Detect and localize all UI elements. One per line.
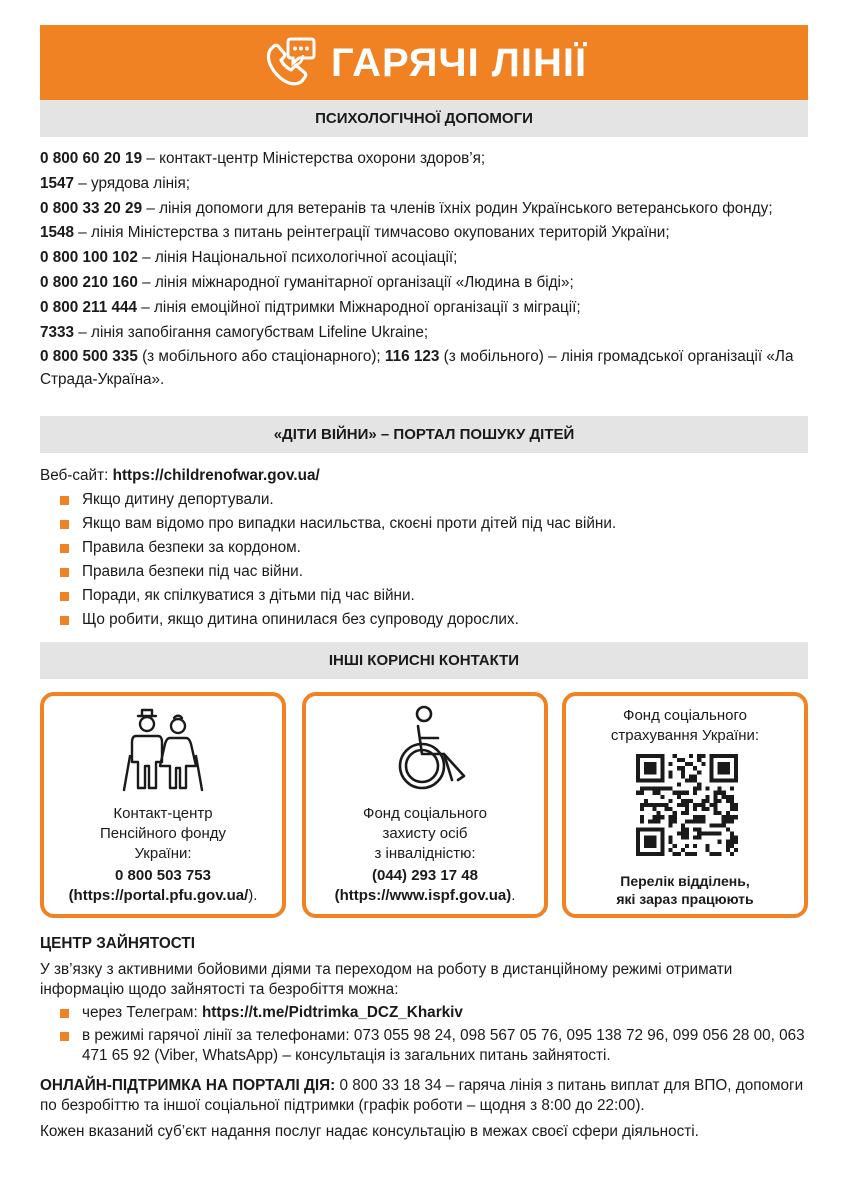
qr-code-icon[interactable] bbox=[636, 754, 738, 856]
bullet-square-icon bbox=[60, 496, 69, 505]
bullet-square-icon bbox=[60, 1009, 69, 1018]
card-text: Фонд соціального bbox=[363, 805, 487, 822]
hotline-item bbox=[40, 222, 808, 244]
card-phone: 0 800 503 753 bbox=[115, 867, 211, 884]
qr-caption: які зараз працюють bbox=[616, 891, 754, 907]
hotline-item bbox=[40, 247, 808, 269]
card-text: з інвалідністю: bbox=[374, 845, 476, 862]
card-punct: ). bbox=[248, 887, 258, 904]
hotline-item bbox=[40, 272, 808, 294]
hotline-description: – лінія запобігання самогубствам Lifeline Ukraine; bbox=[74, 323, 429, 341]
list-item-text: Що робити, якщо дитина опинилася без супроводу дорослих. bbox=[82, 611, 519, 628]
employment-title: ЦЕНТР ЗАЙНЯТОСТІ bbox=[40, 935, 196, 952]
hotline-item bbox=[40, 297, 808, 319]
section-heading-psych: ПСИХОЛОГІЧНОЇ ДОПОМОГИ bbox=[40, 100, 808, 137]
hotline-list bbox=[40, 148, 808, 393]
card-text: Пенсійного фонду bbox=[99, 825, 227, 842]
list-item bbox=[60, 536, 808, 560]
card-text: Контакт-центр bbox=[113, 805, 213, 822]
hotline-description: – лінія допомоги для ветеранів та членів їхніх родин Українського ветеранського фонду; bbox=[142, 199, 773, 217]
list-item-text: Поради, як спілкуватися з дітьми під час війни. bbox=[82, 587, 415, 604]
hotline-number: 116 123 bbox=[384, 348, 440, 366]
children-portal bbox=[40, 464, 808, 632]
hotline-number: 0 800 100 102 bbox=[40, 249, 138, 267]
online-support-text: 0 800 33 18 34 – гаряча лінія з питань виплат для ВПО, допомоги по безробіттю та іншої соціальної підтримки (графік роботи – щодня з 8:00 до 22:00). bbox=[40, 1077, 804, 1114]
list-item bbox=[60, 584, 808, 608]
hotline-item bbox=[40, 198, 808, 220]
card-disability-fund bbox=[302, 692, 548, 918]
list-item-text: Правила безпеки під час війни. bbox=[82, 563, 303, 580]
hotline-number: 1547 bbox=[40, 174, 75, 192]
list-item-text: в режимі гарячої лінії за телефонами: 073 055 98 24, 098 567 05 76, 095 138 72 96, 099 056 28 00, 063 471 65 92 (Viber, WhatsApp) – консультація із загальних питань зайнятості. bbox=[82, 1027, 805, 1064]
portal-site bbox=[40, 464, 808, 488]
hotline-number: 0 800 500 335 bbox=[40, 348, 138, 366]
hotline-number: 0 800 33 20 29 bbox=[40, 199, 143, 217]
hotline-description: – контакт-центр Міністерства охорони здоров’я; bbox=[142, 150, 486, 167]
footer-note: Кожен вказаний суб’єкт надання послуг надає консультацію в межах своєї сфери діяльності. bbox=[40, 1123, 699, 1140]
online-support-label: ОНЛАЙН-ПІДТРИМКА НА ПОРТАЛІ ДІЯ: bbox=[40, 1077, 336, 1094]
hotline-item bbox=[40, 322, 808, 344]
employment-intro: У зв’язку з активними бойовими діями та переходом на роботу в дистанційному режимі отримати інформацію щодо зайнятості та безробіття можна: bbox=[40, 961, 733, 998]
list-item bbox=[60, 1026, 810, 1066]
online-support bbox=[40, 1076, 810, 1116]
hotline-item bbox=[40, 173, 808, 195]
portal-topics bbox=[60, 488, 808, 632]
elderly-couple-icon bbox=[116, 704, 212, 800]
list-item-text: Якщо дитину депортували. bbox=[82, 491, 274, 508]
list-item bbox=[60, 1003, 810, 1023]
section-heading-children: «ДІТИ ВІЙНИ» – ПОРТАЛ ПОШУКУ ДІТЕЙ bbox=[40, 416, 808, 453]
hotline-number: 0 800 210 160 bbox=[40, 273, 138, 291]
card-text: Фонд соціального bbox=[623, 707, 747, 724]
hotline-description: – лінія Національної психологічної асоціації; bbox=[137, 249, 458, 267]
qr-caption: Перелік відділень, bbox=[620, 873, 750, 889]
list-item-text: Якщо вам відомо про випадки насильства, скоєні проти дітей під час війни. bbox=[82, 515, 617, 532]
hotline-number: 1548 bbox=[40, 224, 75, 242]
bullet-square-icon bbox=[60, 568, 69, 577]
site-label: Веб-сайт: bbox=[40, 467, 113, 484]
hotline-description: (з мобільного) – лінія громадської організації «Ла Страда-Україна». bbox=[40, 348, 794, 388]
header-banner bbox=[40, 25, 808, 101]
list-item-text: Правила безпеки за кордоном. bbox=[82, 539, 301, 556]
hotline-description: – урядова лінія; bbox=[74, 174, 190, 192]
bullet-square-icon bbox=[60, 616, 69, 625]
card-phone: (044) 293 17 48 bbox=[372, 867, 478, 884]
card-text: України: bbox=[134, 845, 192, 862]
card-text: страхування України: bbox=[610, 727, 760, 744]
card-link[interactable]: (https://portal.pfu.gov.ua/ bbox=[68, 887, 249, 904]
employment-options bbox=[60, 1003, 810, 1066]
phone-chat-icon bbox=[261, 35, 317, 91]
hotline-number: 0 800 211 444 bbox=[40, 298, 137, 316]
telegram-link[interactable]: https://t.me/Pidtrimka_DCZ_Kharkiv bbox=[201, 1004, 463, 1021]
portal-link[interactable]: https://childrenofwar.gov.ua/ bbox=[112, 467, 320, 484]
bullet-square-icon bbox=[60, 544, 69, 553]
card-text: захисту осіб bbox=[382, 825, 468, 842]
employment-section bbox=[40, 934, 810, 1142]
hotline-description: – лінія міжнародної гуманітарної організації «Людина в біді»; bbox=[137, 273, 574, 291]
hotline-item-lastrada bbox=[40, 346, 808, 391]
card-social-insurance bbox=[562, 692, 808, 918]
list-item bbox=[60, 512, 808, 536]
hotline-description: – лінія Міністерства з питань реінтеграції тимчасово окупованих територій України; bbox=[74, 224, 670, 242]
list-item bbox=[60, 560, 808, 584]
hotline-number: 7333 bbox=[40, 323, 75, 341]
list-item-text: через Телеграм: bbox=[82, 1004, 202, 1021]
card-link[interactable]: (https://www.ispf.gov.ua) bbox=[334, 887, 512, 904]
bullet-square-icon bbox=[60, 520, 69, 529]
wheelchair-icon bbox=[384, 704, 470, 796]
hotline-description: – лінія емоційної підтримки Міжнародної організації з міграції; bbox=[136, 298, 581, 316]
bullet-square-icon bbox=[60, 592, 69, 601]
card-punct: . bbox=[511, 887, 516, 904]
bullet-square-icon bbox=[60, 1032, 69, 1041]
list-item bbox=[60, 488, 808, 512]
list-item bbox=[60, 608, 808, 632]
card-pension-fund bbox=[40, 692, 286, 918]
section-heading-other: ІНШІ КОРИСНІ КОНТАКТИ bbox=[40, 642, 808, 679]
contact-cards bbox=[40, 692, 810, 918]
hotline-item bbox=[40, 148, 808, 170]
hotline-number: 0 800 60 20 19 bbox=[40, 150, 143, 167]
page-title: ГАРЯЧІ ЛІНІЇ bbox=[330, 40, 588, 85]
hotline-description: (з мобільного або стаціонарного); bbox=[137, 348, 385, 366]
